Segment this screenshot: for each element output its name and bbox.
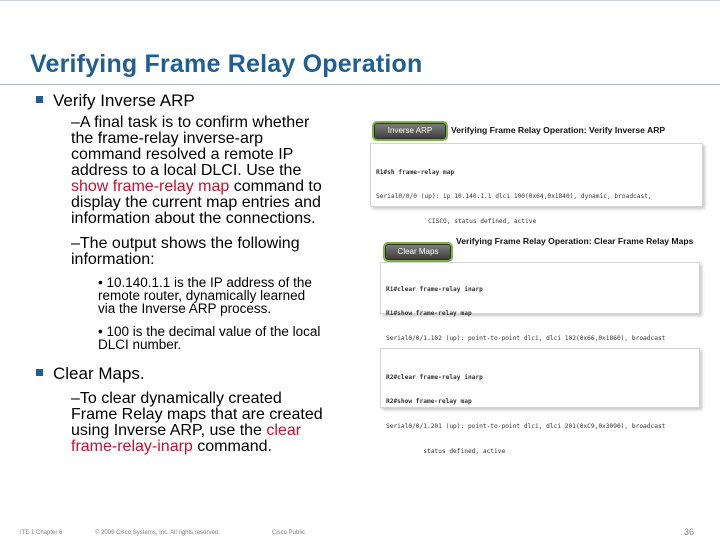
cli-line: Serial0/0/1.201 (up): point-to-point dlci, dlci 201(0xC9,0x3090), broadcast: [386, 423, 666, 431]
footer-course: ITE 1 Chapter 6: [20, 530, 63, 536]
clear-panel-title: Verifying Frame Relay Operation: Clear Frame Relay Maps: [456, 236, 694, 246]
bullet-verify-inverse-arp: [36, 91, 195, 111]
cli-line: CISCO, status defined, active: [376, 218, 537, 226]
sub-bullet-2-line-2: DLCI number.: [98, 337, 182, 352]
sub-bullet-1-line-3: via the Inverse ARP process.: [98, 301, 272, 316]
cli-line: R1#clear frame-relay inarp: [386, 285, 483, 293]
slide-title: Verifying Frame Relay Operation: [30, 50, 423, 78]
inverse-arp-line-2: the frame-relay inverse-arp: [71, 130, 264, 147]
top-border: [0, 0, 720, 1]
footer-copyright: © 2006 Cisco Systems, Inc. All rights reserved.: [95, 530, 220, 536]
page-number: 36: [684, 527, 695, 537]
inverse-arp-tab[interactable]: Inverse ARP: [374, 123, 446, 139]
cli-line: Serial0/0/1.102 (up): point-to-point dlci, dlci 102(0x66,0x1860), broadcast: [386, 335, 666, 343]
title-divider: [0, 84, 720, 85]
verify-panel-title: Verifying Frame Relay Operation: Verify Inverse ARP: [451, 125, 666, 135]
bullet-label: Clear Maps.: [53, 364, 145, 383]
clear-command-part-2: frame-relay-inarp: [71, 438, 193, 455]
footer-classification: Cisco Public: [272, 530, 306, 536]
inverse-arp-line-5: [71, 179, 322, 195]
bullet-label: Verify Inverse ARP: [53, 91, 195, 110]
inverse-arp-line-1: –A final task is to confirm whether: [71, 114, 310, 131]
show-frame-relay-map-command: show frame-relay map: [71, 178, 230, 195]
clear-maps-line-4: [71, 439, 272, 455]
cli-line: Serial0/0/0 (up): ip 10.140.1.1 dlci 100(0x64,0x1840), dynamic, broadcast,: [376, 193, 652, 201]
cli-line: R2#show frame-relay map: [386, 398, 472, 406]
inverse-arp-line-8: –The output shows the following: [71, 235, 300, 252]
clear-maps-line-2: Frame Relay maps that are created: [71, 406, 323, 423]
square-bullet-icon: [36, 96, 43, 103]
clear-maps-line-3: [71, 423, 301, 439]
line-3-pre: using Inverse ARP, use the: [71, 422, 267, 439]
line-4-rest: command.: [192, 438, 272, 455]
clear-maps-tab[interactable]: Clear Maps: [385, 244, 451, 260]
clear-maps-line-1: –To clear dynamically created: [71, 390, 282, 407]
cli-line: status defined, active: [386, 448, 506, 456]
r1-cli-output: [380, 262, 700, 343]
sub-bullet-2-line-1: • 100 is the decimal value of the local: [98, 324, 321, 339]
line-5-rest: command to: [229, 178, 322, 195]
square-bullet-icon: [36, 369, 43, 376]
inverse-arp-line-6: display the current map entries and: [71, 194, 321, 211]
sub-bullet-1-line-1: • 10.140.1.1 is the IP address of the: [98, 275, 312, 290]
cli-line: R1#show frame-relay map: [386, 310, 472, 318]
inverse-arp-line-9: information:: [71, 251, 155, 268]
sub-bullet-1-line-2: remote router, dynamically learned: [98, 288, 306, 303]
r2-cli-output: [380, 348, 700, 456]
bullet-clear-maps: [36, 364, 145, 384]
cli-line: R2#clear frame-relay inarp: [386, 373, 483, 381]
inverse-arp-line-7: information about the connections.: [71, 210, 316, 227]
cli-line: R1#sh frame-relay map: [376, 168, 455, 176]
verify-cli-output: [370, 143, 703, 226]
inverse-arp-line-4: address to a local DLCI. Use the: [71, 162, 302, 179]
clear-command-part-1: clear: [266, 422, 302, 439]
inverse-arp-line-3: command resolved a remote IP: [71, 146, 294, 163]
